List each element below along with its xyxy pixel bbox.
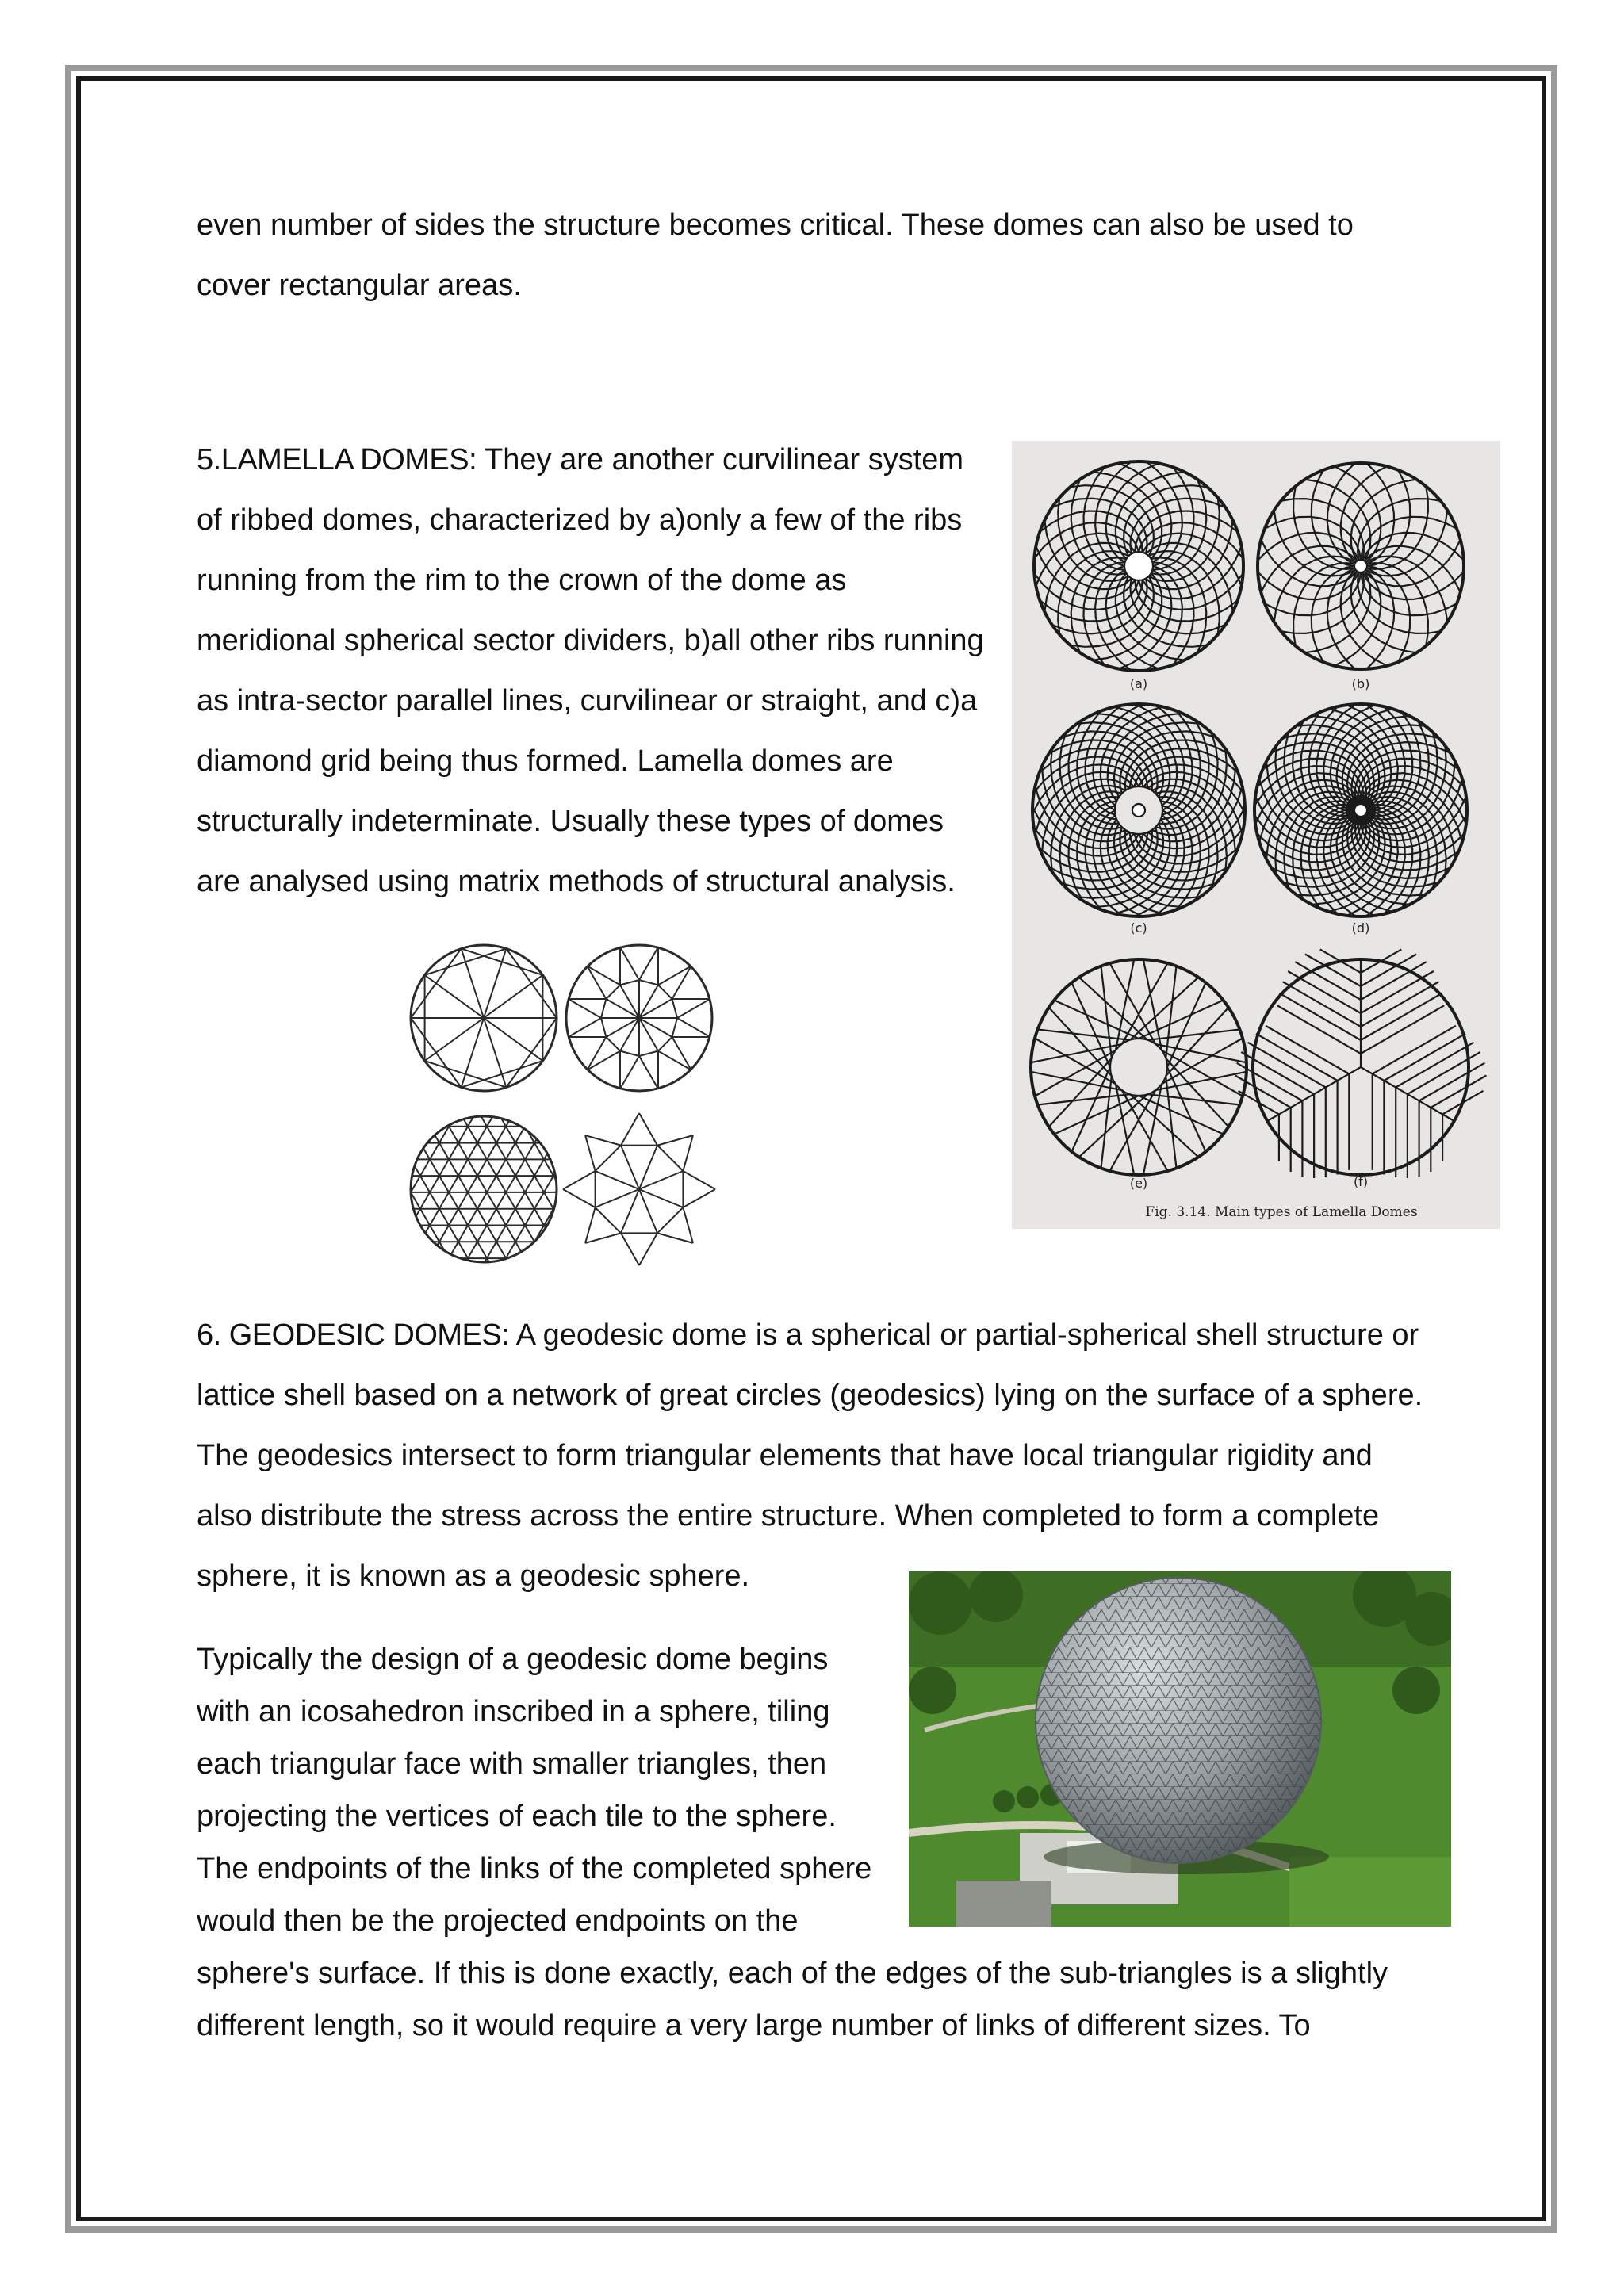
lamella-domes-figure xyxy=(1012,441,1500,1229)
geodesic-line-1 xyxy=(197,1305,1419,1365)
geodesic-line-2: lattice shell based on a network of great circles (geodesics) lying on the surface of a sphere. xyxy=(197,1379,1423,1412)
label-f: (f) xyxy=(1353,1174,1369,1189)
dome-c-diagram xyxy=(1032,704,1245,916)
geodesic-line-5: sphere, it is known as a geodesic sphere. xyxy=(197,1559,750,1593)
lamella-heading: 5.LAMELLA DOMES: xyxy=(197,443,477,476)
geodesic-text: A geodesic dome is a spherical or partial-spherical shell structure or xyxy=(515,1318,1419,1352)
lamella-domes-diagram xyxy=(1012,441,1500,1229)
label-d: (d) xyxy=(1351,920,1370,936)
lamella-line-7: structurally indeterminate. Usually these types of domes xyxy=(197,805,944,838)
para2-line-6: would then be the projected endpoints on the xyxy=(197,1904,799,1938)
lamella-line-4: meridional spherical sector dividers, b)all other ribs running xyxy=(197,624,984,657)
dome-e-diagram xyxy=(1031,959,1247,1175)
para2-line-3: each triangular face with smaller triangles, then xyxy=(197,1747,827,1781)
lamella-line-5: as intra-sector parallel lines, curvilinear or straight, and c)a xyxy=(197,684,978,718)
lamella-line-3: running from the rim to the crown of the dome as xyxy=(197,564,847,597)
para2-line-7: sphere's surface. If this is done exactly, each of the edges of the sub-triangles is a slightly xyxy=(197,1957,1388,1990)
pattern-star-polygon-diagram xyxy=(563,1113,715,1265)
para2-line-8: different length, so it would require a very large number of links of different sizes. To xyxy=(197,2009,1311,2042)
geodesic-patterns-figure xyxy=(404,936,722,1276)
geodesic-sphere-photo xyxy=(909,1571,1451,1927)
lamella-figure-caption: Fig. 3.14. Main types of Lamella Domes xyxy=(1145,1204,1418,1220)
label-e: (e) xyxy=(1129,1176,1148,1191)
dome-b-diagram xyxy=(1258,463,1464,669)
pattern-geodesic-diagram xyxy=(566,945,712,1091)
lamella-line-2: of ribbed domes, characterized by a)only a few of the ribs xyxy=(197,503,963,537)
lamella-line-1 xyxy=(197,430,963,490)
para2-line-5: The endpoints of the links of the completed sphere xyxy=(197,1852,872,1885)
lamella-line-6: diamond grid being thus formed. Lamella domes are xyxy=(197,744,894,778)
geodesic-heading: 6. GEODESIC DOMES: xyxy=(197,1318,510,1352)
lamella-line-8: are analysed using matrix methods of structural analysis. xyxy=(197,865,956,898)
geodesic-line-4: also distribute the stress across the entire structure. When completed to form a complete xyxy=(197,1499,1380,1533)
geodesic-line-3: The geodesics intersect to form triangular elements that have local triangular rigidity and xyxy=(197,1439,1373,1472)
para2-line-1: Typically the design of a geodesic dome begins xyxy=(197,1643,829,1676)
label-a: (a) xyxy=(1129,676,1148,691)
label-b: (b) xyxy=(1351,676,1370,691)
intro-line-2: cover rectangular areas. xyxy=(197,269,522,302)
dome-d-diagram xyxy=(1254,704,1467,916)
geodesic-sphere-illustration xyxy=(909,1571,1451,1927)
label-c: (c) xyxy=(1130,920,1147,936)
geodesic-patterns-diagram xyxy=(404,936,722,1276)
para2-line-2: with an icosahedron inscribed in a sphere, tiling xyxy=(197,1695,830,1728)
intro-line-1: even number of sides the structure becomes critical. These domes can also be used to xyxy=(197,209,1354,242)
dome-a-diagram xyxy=(1034,461,1243,671)
para2-line-4: projecting the vertices of each tile to the sphere. xyxy=(197,1800,837,1833)
pattern-star-diagram xyxy=(411,945,557,1091)
pattern-triangular-grid-diagram xyxy=(404,1110,722,1269)
dome-f-diagram xyxy=(1235,949,1487,1178)
lamella-text: They are another curvilinear system xyxy=(485,443,964,476)
